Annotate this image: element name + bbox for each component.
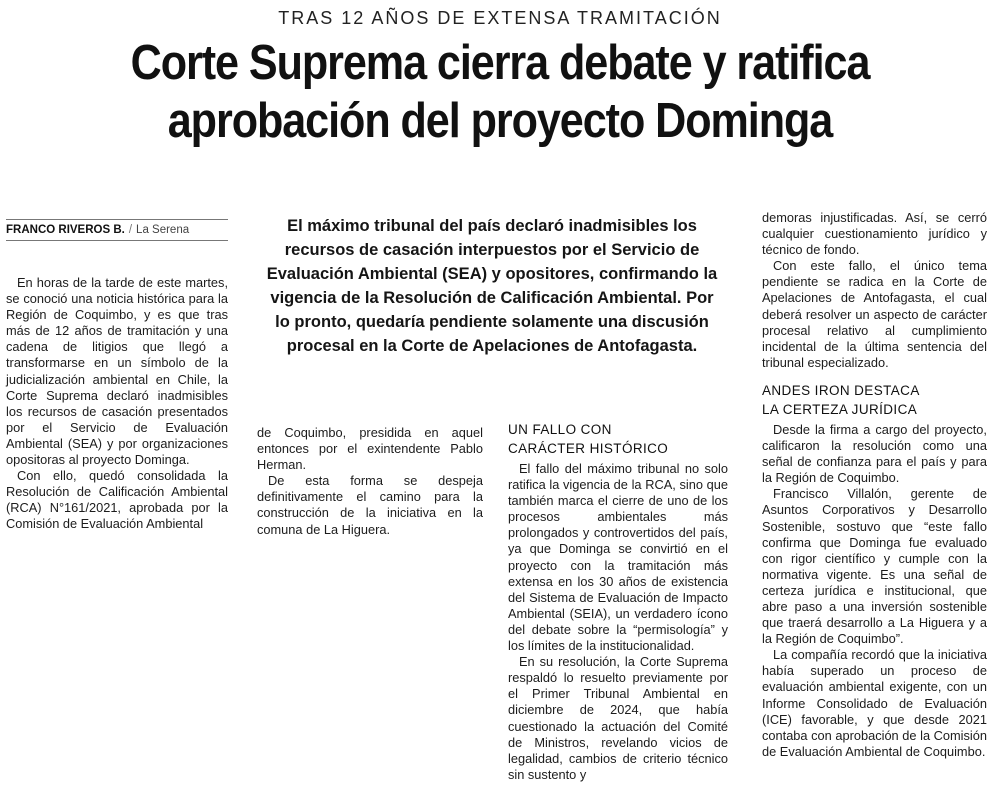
headline-line-1: Corte Suprema cierra debate y ratifica	[130, 36, 870, 90]
subheading	[762, 381, 987, 419]
text-column-3	[508, 420, 728, 783]
byline	[6, 219, 228, 241]
paragraph: De esta forma se despeja definitivamente el camino para la construcción de la iniciativa en la comuna de La Higuera.	[257, 473, 483, 537]
article-headline	[60, 34, 940, 150]
paragraph: Con ello, quedó consolidada la Resolución de Calificación Ambiental (RCA) N°161/2021, aprobada por la Comisión de Evaluación Ambiental	[6, 468, 228, 532]
subheading-line-1: ANDES IRON DESTACA	[762, 382, 920, 398]
byline-author: FRANCO RIVEROS B.	[6, 224, 125, 236]
paragraph: En horas de la tarde de este martes, se conoció una noticia histórica para la Región de Coquimbo, y es que tras más de 12 años de tramitación y una cadena de litigios que llegó a transformarse en un símbolo de la judicialización ambiental en Chile, la Corte Suprema declaró inadmisibles los recursos de casación presentados por el Servicio de Evaluación Ambiental (SEA) y por organizaciones opositoras al proyecto Dominga.	[6, 275, 228, 468]
paragraph: La compañía recordó que la iniciativa había superado un proceso de evaluación ambiental exigente, con un Informe Consolidado de Evaluación (ICE) favorable, y que desde 2021 contaba con aprobación de la Comisión de Evaluación Ambiental de Coquimbo.	[762, 647, 987, 759]
byline-separator: /	[128, 224, 133, 236]
paragraph: Desde la firma a cargo del proyecto, calificaron la resolución como una señal de confianza para el país y para la Región de Coquimbo.	[762, 421, 987, 486]
subheading-line-2: CARÁCTER HISTÓRICO	[508, 441, 669, 456]
article-kicker: TRAS 12 AÑOS DE EXTENSA TRAMITACIÓN	[278, 8, 722, 28]
paragraph: de Coquimbo, presidida en aquel entonces por el exintendente Pablo Herman.	[257, 425, 483, 473]
text-column-4	[762, 210, 987, 760]
byline-location: La Serena	[136, 224, 190, 236]
subheading-line-2: LA CERTEZA JURÍDICA	[762, 401, 918, 417]
headline-line-2: aprobación del proyecto Dominga	[167, 94, 833, 148]
paragraph: Con este fallo, el único tema pendiente se radica en la Corte de Apelaciones de Antofagasta, el cual deberá resolver un aspecto de carácter procesal relativo al cumplimiento incidental de la última sentencia del tribunal especializado.	[762, 258, 987, 370]
subheading	[508, 420, 728, 458]
paragraph: Francisco Villalón, gerente de Asuntos Corporativos y Desarrollo Sostenible, sostuvo que “este fallo confirma que Dominga fue evaluado con rigor científico y cumple con la normativa vigente. Es una señal de certeza jurídica e institucional, que abre paso a una inversión sostenible que traerá desarrollo a La Higuera y a la Región de Coquimbo”.	[762, 486, 987, 647]
paragraph: El fallo del máximo tribunal no solo ratifica la vigencia de la RCA, sino que también marca el cierre de uno de los procesos ambientales más prolongados y controvertidos del país, ya que Dominga se convirtió en el proyecto con la tramitación más extensa en los 30 años de existencia del Sistema de Evaluación de Impacto Ambiental (SEIA), un verdadero ícono del debate sobre la “permisología” y los límites de la institucionalidad.	[508, 461, 728, 654]
subheading-line-1: UN FALLO CON	[508, 422, 612, 437]
paragraph: En su resolución, la Corte Suprema respaldó lo resuelto previamente por el Primer Tribunal Ambiental en diciembre de 2024, que había cuestionado la actuación del Comité de Ministros, revelando vicios de legalidad, cambios de criterio técnico sin sustento y	[508, 654, 728, 782]
article-lead: El máximo tribunal del país declaró inadmisibles los recursos de casación interpuestos por el Servicio de Evaluación Ambiental (SEA) y opositores, confirmando la vigencia de la Resolución de Calificación Ambiental. Por lo pronto, quedaría pendiente solamente una discusión procesal en la Corte de Apelaciones de Antofagasta.	[266, 217, 718, 355]
paragraph: demoras injustificadas. Así, se cerró cualquier cuestionamiento jurídico y técnico de fondo.	[762, 210, 987, 258]
text-column-2	[257, 425, 483, 538]
text-column-1	[6, 275, 228, 533]
